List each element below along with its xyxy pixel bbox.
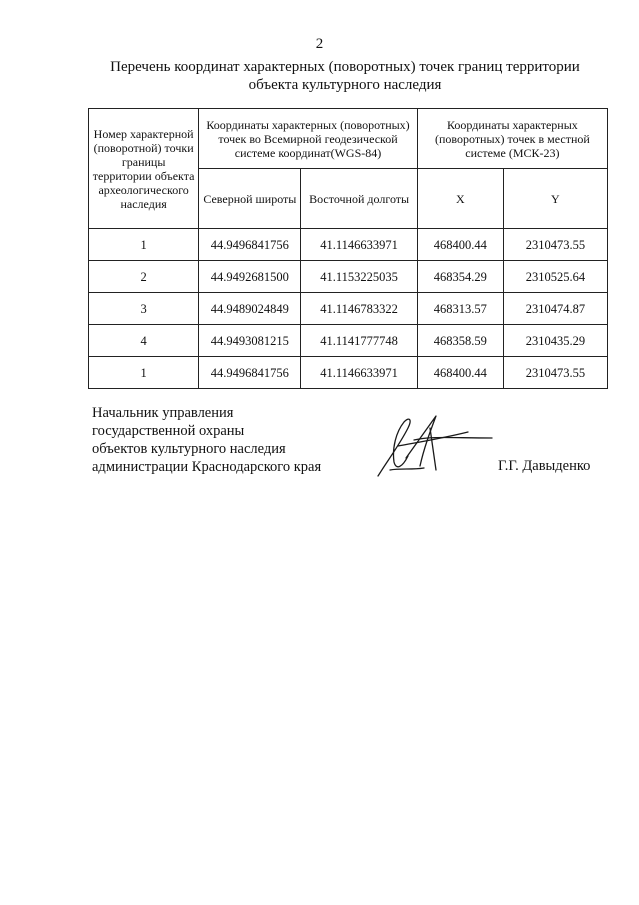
handwritten-signature [370, 408, 500, 480]
header-latitude: Северной широты [199, 169, 301, 229]
position-line: администрации Краснодарского края [92, 459, 322, 475]
header-wgs84-group: Координаты характерных (поворотных) точек во Всемирной геодезической системе координат(WGS-84) [199, 109, 418, 169]
longitude-cell: 41.1146633971 [301, 357, 417, 389]
latitude-cell: 44.9496841756 [199, 357, 301, 389]
title-line-1: Перечень координат характерных (поворотных) точек границ территории [110, 59, 580, 75]
y-cell: 2310473.55 [503, 229, 607, 261]
x-cell: 468358.59 [417, 325, 503, 357]
point-number: 3 [89, 293, 199, 325]
page-number: 2 [315, 36, 324, 52]
point-number: 4 [89, 325, 199, 357]
header-x: X [417, 169, 503, 229]
latitude-cell: 44.9492681500 [199, 261, 301, 293]
x-cell: 468313.57 [417, 293, 503, 325]
position-line: Начальник управления [92, 405, 234, 421]
latitude-cell: 44.9493081215 [199, 325, 301, 357]
y-cell: 2310473.55 [503, 357, 607, 389]
point-number: 1 [89, 229, 199, 261]
point-number: 2 [89, 261, 199, 293]
table-row [89, 229, 608, 261]
header-longitude: Восточной долготы [301, 169, 417, 229]
latitude-cell: 44.9489024849 [199, 293, 301, 325]
point-number: 1 [89, 357, 199, 389]
table-row [89, 325, 608, 357]
longitude-cell: 41.1141777748 [301, 325, 417, 357]
y-cell: 2310474.87 [503, 293, 607, 325]
y-cell: 2310525.64 [503, 261, 607, 293]
x-cell: 468354.29 [417, 261, 503, 293]
coordinates-table [88, 108, 608, 389]
position-line: объектов культурного наследия [92, 441, 286, 457]
table-row [89, 357, 608, 389]
latitude-cell: 44.9496841756 [199, 229, 301, 261]
x-cell: 468400.44 [417, 229, 503, 261]
document-title [60, 58, 630, 94]
header-point-number: Номер характерной (поворотной) точки границы территории объекта археологического наследия [89, 109, 199, 229]
longitude-cell: 41.1146783322 [301, 293, 417, 325]
header-y: Y [503, 169, 607, 229]
table-row [89, 261, 608, 293]
title-line-2: объекта культурного наследия [248, 77, 442, 93]
longitude-cell: 41.1146633971 [301, 229, 417, 261]
x-cell: 468400.44 [417, 357, 503, 389]
y-cell: 2310435.29 [503, 325, 607, 357]
signatory-position [92, 404, 321, 476]
header-msk23-group: Координаты характерных (поворотных) точек в местной системе (МСК-23) [417, 109, 607, 169]
longitude-cell: 41.1153225035 [301, 261, 417, 293]
position-line: государственной охраны [92, 423, 245, 439]
table-row [89, 293, 608, 325]
signatory-name: Г.Г. Давыденко [498, 458, 591, 474]
